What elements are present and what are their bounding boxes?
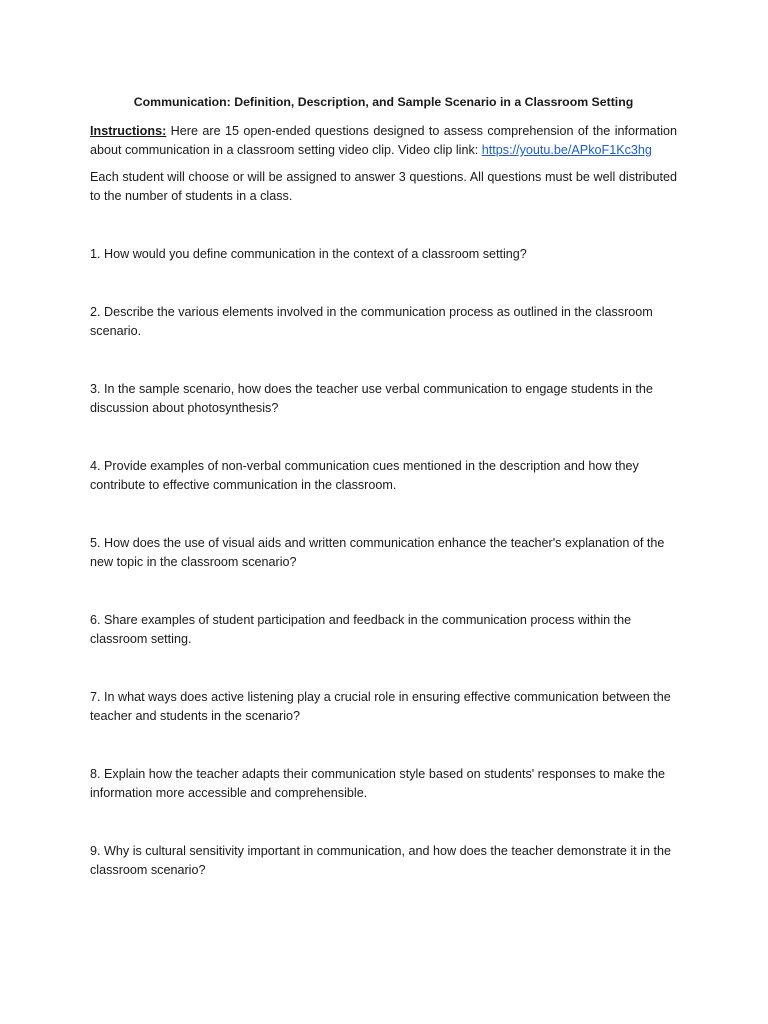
question-item: 8. Explain how the teacher adapts their communication style based on students' responses to make the information more accessible and comprehensible. (90, 767, 666, 800)
instructions-label: Instructions: (90, 124, 167, 138)
question-item: 5. How does the use of visual aids and written communication enhance the teacher's explanation of the new topic in the classroom scenario? (90, 536, 665, 569)
questions-list (90, 245, 677, 880)
instructions-text: Here are 15 open-ended questions designed to assess comprehension of the information about communication in a classroom setting video clip. Video clip link: (90, 124, 677, 157)
video-clip-link[interactable]: https://youtu.be/APkoF1Kc3hg (481, 143, 652, 157)
question-item: 3. In the sample scenario, how does the teacher use verbal communication to engage students in the discussion about photosynthesis? (90, 382, 653, 415)
question-item: 4. Provide examples of non-verbal communication cues mentioned in the description and how they contribute to effective communication in the classroom. (90, 459, 639, 492)
assignment-note: Each student will choose or will be assigned to answer 3 questions. All questions must be well distributed to the number of students in a class. (90, 170, 677, 203)
question-item: 2. Describe the various elements involved in the communication process as outlined in the classroom scenario. (90, 305, 653, 338)
document-body (90, 93, 677, 919)
question-item: 6. Share examples of student participation and feedback in the communication process within the classroom setting. (90, 613, 632, 646)
question-item: 9. Why is cultural sensitivity important in communication, and how does the teacher demonstrate it in the classroom scenario? (90, 844, 671, 877)
question-item: 1. How would you define communication in the context of a classroom setting? (90, 247, 527, 261)
instructions-paragraph (90, 122, 677, 160)
document-title: Communication: Definition, Description, and Sample Scenario in a Classroom Setting (133, 95, 634, 109)
question-item: 7. In what ways does active listening play a crucial role in ensuring effective communication between the teacher and students in the scenario? (90, 690, 671, 723)
